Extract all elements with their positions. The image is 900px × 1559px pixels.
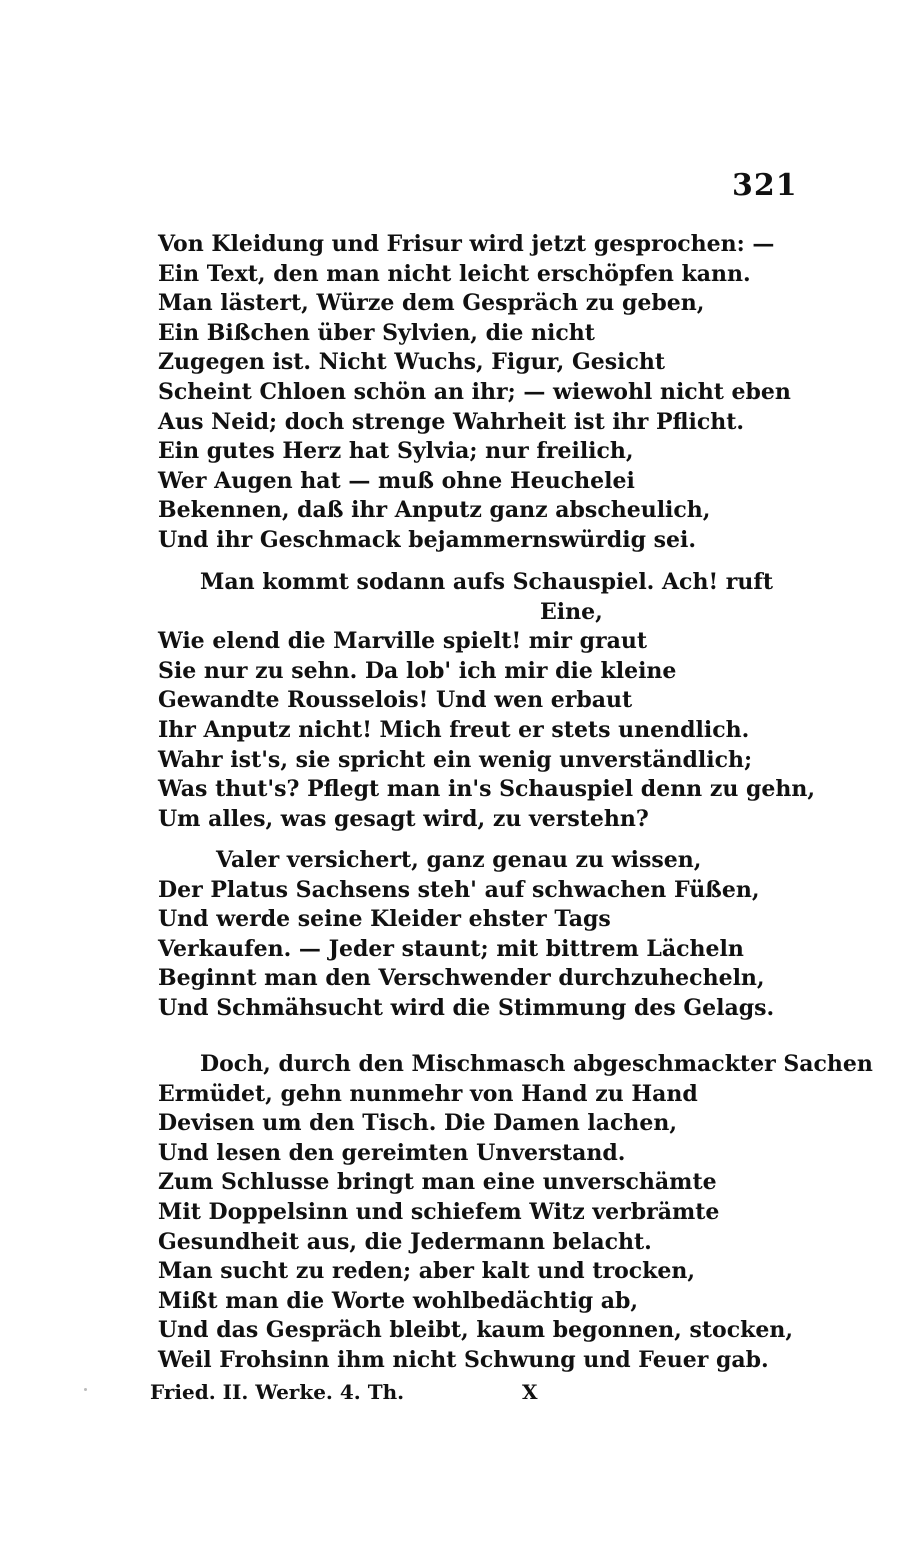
verse-line: Doch, durch den Mischmasch abgeschmackter Sachen — [200, 1051, 873, 1077]
verse-line: Und Schmähsucht wird die Stimmung des Gelags. — [158, 994, 775, 1021]
page-footer — [150, 1380, 750, 1404]
paper-speck — [84, 1388, 87, 1391]
stanza-3 — [158, 846, 798, 1024]
signature-mark: X — [522, 1380, 538, 1404]
verse-line: Zugegen ist. Nicht Wuchs, Figur, Gesicht — [158, 349, 666, 376]
verse-line: Devisen um den Tisch. Die Damen lachen, — [158, 1110, 678, 1137]
verse-line: Valer versichert, ganz genau zu wissen, — [216, 847, 702, 873]
verse-line: Verkaufen. — Jeder staunt; mit bittrem Lächeln — [158, 935, 744, 962]
verse-line: Man lästert, Würze dem Gespräch zu geben, — [158, 290, 705, 317]
verse-line: Und werde seine Kleider ehster Tags — [158, 906, 611, 933]
verse-line: Mit Doppelsinn und schiefem Witz verbrämte — [158, 1198, 720, 1225]
verse-line: Gesundheit aus, die Jedermann belacht. — [158, 1228, 652, 1255]
verse-line: Von Kleidung und Frisur wird jetzt gesprochen: — — [158, 231, 775, 257]
verse-line: Und lesen den gereimten Unverstand. — [158, 1139, 626, 1166]
verse-line: Bekennen, daß ihr Anputz ganz abscheulich, — [158, 497, 711, 524]
verse-line: Zum Schlusse bringt man eine unverschämte — [158, 1169, 717, 1196]
verse-line: Wer Augen hat — muß ohne Heuchelei — [158, 467, 635, 494]
verse-line: Scheint Chloen schön an ihr; — wiewohl nicht eben — [158, 378, 791, 405]
verse-line: Ein Bißchen über Sylvien, die nicht — [158, 319, 595, 346]
verse-line: Gewandte Rousselois! Und wen erbaut — [158, 687, 633, 714]
verse-line: Man sucht zu reden; aber kalt und trocken, — [158, 1258, 696, 1285]
verse-line: Weil Frohsinn ihm nicht Schwung und Feuer gab. — [158, 1346, 769, 1373]
page-number: 321 — [732, 168, 798, 203]
verse-line: Ihr Anputz nicht! Mich freut er stets unendlich. — [158, 716, 750, 743]
verse-line: Wahr ist's, sie spricht ein wenig unverständlich; — [158, 746, 753, 773]
verse-line: Ein Text, den man nicht leicht erschöpfen kann. — [158, 260, 751, 287]
verse-line: Mißt man die Worte wohlbedächtig ab, — [158, 1287, 639, 1314]
verse-line: Was thut's? Pflegt man in's Schauspiel denn zu gehn, — [158, 776, 816, 803]
verse-line: Aus Neid; doch strenge Wahrheit ist ihr Pflicht. — [158, 408, 745, 435]
verse-line: Beginnt man den Verschwender durchzuhecheln, — [158, 965, 765, 992]
stanza-1 — [158, 230, 798, 556]
verse-line: Sie nur zu sehn. Da lob' ich mir die kleine — [158, 657, 677, 684]
verse-line: Und ihr Geschmack bejammernswürdig sei. — [158, 526, 697, 553]
stanza-4 — [158, 1050, 873, 1376]
source-note: Fried. II. Werke. 4. Th. — [150, 1380, 405, 1404]
verse-line: Ein gutes Herz hat Sylvia; nur freilich, — [158, 438, 634, 465]
verse-line: Der Platus Sachsens steh' auf schwachen Füßen, — [158, 876, 760, 903]
stanza-2 — [158, 568, 816, 834]
verse-line-continuation: Eine, — [540, 598, 603, 625]
verse-line: Ermüdet, gehn nunmehr von Hand zu Hand — [158, 1080, 698, 1107]
verse-line: Und das Gespräch bleibt, kaum begonnen, stocken, — [158, 1317, 793, 1344]
verse-line: Man kommt sodann aufs Schauspiel. Ach! ruft — [200, 569, 773, 595]
verse-line: Um alles, was gesagt wird, zu verstehn? — [158, 805, 649, 832]
verse-line: Wie elend die Marville spielt! mir graut — [158, 628, 648, 655]
